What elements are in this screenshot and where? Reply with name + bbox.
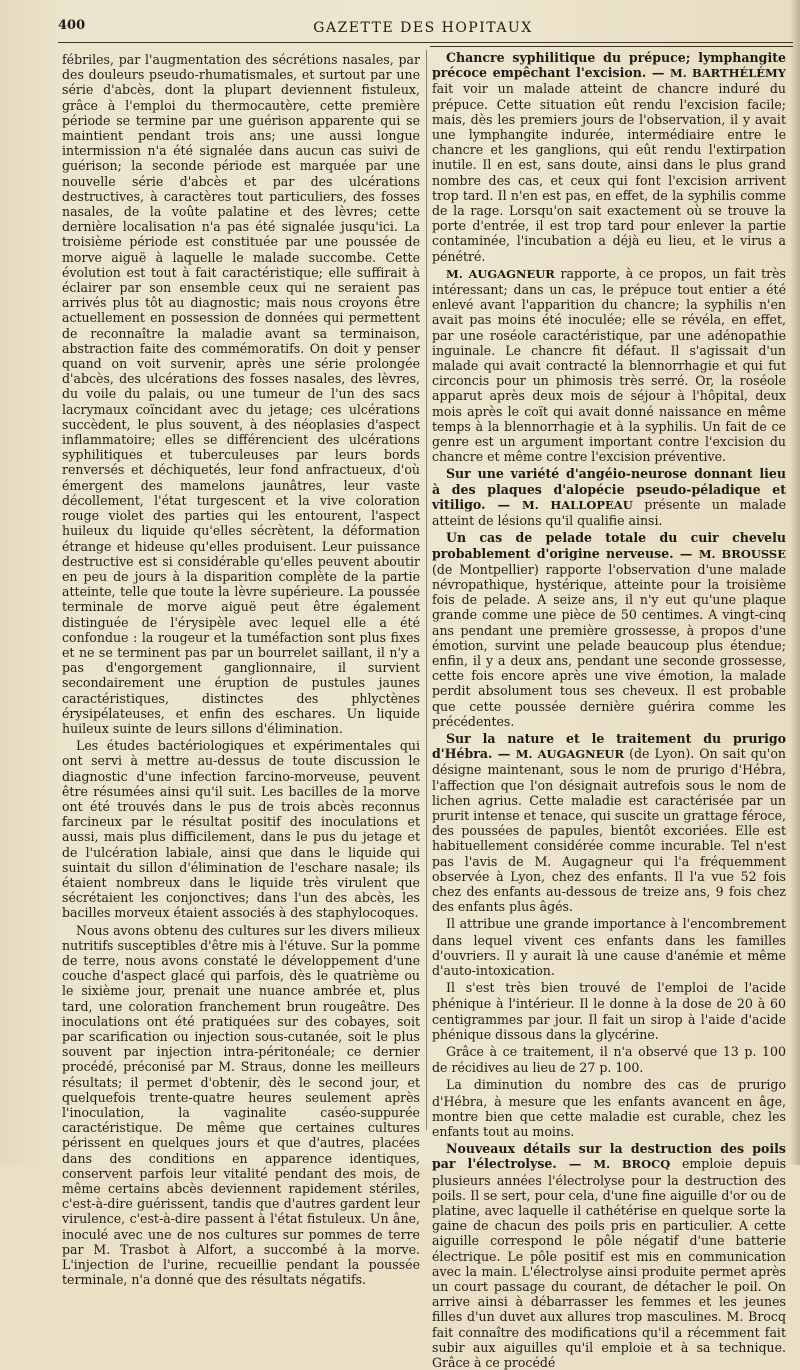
article-entry <box>432 266 786 465</box>
article-text: Il s'est très bien trouvé de l'emploi de l'acide phénique à l'intérieur. Il le donne à la dose de 20 à 60 centigrammes par jour. Il fait un sirop à l'aide d'acide phénique dissous dans la glycérine. <box>432 980 786 1042</box>
article-author: M. BROUSSE <box>698 546 786 561</box>
article-author: M. AUGAGNEUR <box>515 747 624 762</box>
header-rule-right <box>430 46 793 47</box>
article-entry <box>432 1077 786 1139</box>
article-entry <box>432 1044 786 1075</box>
article-text: (de Lyon). On sait qu'on désigne maintenant, sous le nom de prurigo d'Hébra, l'affection que l'on désignait autrefois sous le nom de lichen agrius. Cette maladie est caractérisée par un prurit intense et tenace, qui suscite un grattage féroce, des poussées de papules, bientôt excoriées. Elle est habituellement considérée comme incurable. Tel n'est pas l'avis de M. Augagneur qui l'a fréquemment observée à Lyon, chez des enfants. Il l'a vue 52 fois chez des enfants au-dessous de treize ans, 9 fois chez des enfants plus âgés. <box>432 746 786 915</box>
article-title: Chancre syphilitique du prépuce; lymphangite précoce empêchant l'excision. — <box>432 50 786 81</box>
article-text: (de Montpellier) rapporte l'observation d'une malade névropathique, hystérique, atteinte pour la troisième fois de pelade. A seize ans, il n'y eut qu'une plaque grande comme une pièce de 50 centimes. A vingt-cinq ans pendant une première grossesse, à propos d'une émotion, survint une pelade beaucoup plus étendue; enfin, il y a deux ans, pendant une seconde grossesse, cette fois encore après une vive émotion, la malade perdit absolument tous ses cheveux. Il est probable que cette poussée dernière guérira comme les précédentes. <box>432 561 786 729</box>
column-divider <box>426 50 427 1130</box>
article-author: M. AUGAGNEUR <box>446 266 555 281</box>
article-text: Grâce à ce traitement, il n'a observé que 13 p. 100 de récidives au lieu de 27 p. 100. <box>432 1044 786 1076</box>
article-text: emploie depuis plusieurs années l'électrolyse pour la destruction des poils. Il se sert, pour cela, d'une fine aiguille d'or ou de platine, avec laquelle il cathétérise en quelque sorte la gaine de chacun des poils pris en particulier. A cette aiguille correspond le pôle négatif d'une batterie électrique. Le pôle positif est mis en communication avec la main. L'électrolyse ainsi produite permet après un court passage du courant, de détacher le poil. On arrive ainsi à débarrasser les femmes et les jeunes filles d'un duvet aux allures trop masculines. M. Brocq fait connaître des modifications qu'il a récemment fait subir aux aiguilles qu'il emploie et à sa technique. Grâce à ce procédé <box>432 1156 787 1370</box>
article-author: M. BROCQ <box>593 1157 671 1172</box>
header-rule <box>58 42 793 43</box>
page-header <box>58 14 788 40</box>
article-text: présente un malade atteint de lésions qu'il qualifie ainsi. <box>432 496 786 529</box>
paragraph: Les études bactériologiques et expérimentales qui ont servi à mettre au-dessus de toute discussion le diagnostic d'une infection farcino-morveuse, peuvent être résumées ainsi qu'il suit. Les bacilles de la morve ont été trouvés dans le pus de trois abcès reconnus farcineux par le résultat positif des inoculations et aussi, mais plus difficilement, dans le pus du jetage et de l'ulcération labiale, ainsi que dans le liquide qui suintait du sillon d'élimination de l'eschare nasale; ils étaient nombreux dans le liquide très virulent que sécrétaient les conjonctives; dans l'un des abcès, les bacilles morveux étaient associés à des staphylocoques. <box>62 738 420 921</box>
paragraph: fébriles, par l'augmentation des sécrétions nasales, par des douleurs pseudo-rhumatismales, et surtout par une série d'abcès, dont la plupart deviennent fistuleux, grâce à l'emploi du thermocautère, cette première période se termine par une guérison apparente qui se maintient pendant trois ans; une aussi longue intermission n'a été signalée dans aucun cas suivi de guérison; la seconde période est marquée par une nouvelle série d'abcès et par des ulcérations destructives, à caractères tout particuliers, des fosses nasales, de la voûte palatine et des lèvres; cette dernière localisation n'a pas été signalée jusqu'ici. La troisième période est constituée par une poussée de morve aiguë à laquelle le malade succombe. Cette évolution est tout à fait caractéristique; elle suffirait à éclairer par son ensemble ceux qui ne seraient pas arrivés plus tôt au diagnostic; mais nous croyons être actuellement en possession de données qui permettent de reconnaître la maladie avant sa terminaison, abstraction faite des commémoratifs. On doit y penser quand on voit survenir, après une série prolongée d'abcès, des ulcérations des fosses nasales, des lèvres, du voile du palais, ou une tumeur de l'un des sacs lacrymaux coïncidant avec du jetage; ces ulcérations succèdent, le plus souvent, à des néoplasies d'aspect inflammatoire; elles se différencient des ulcérations syphilitiques et tuberculeuses par leurs bords renversés et déchiquetés, leur fond anfractueux, d'où émergent des mamelons jaunâtres, leur vaste décollement, l'état turgescent et la vive coloration rouge violet des parties qui les entourent, l'aspect huileux du liquide qu'elles sécrètent, la déformation étrange et hideuse qu'elles produisent. Leur puissance destructive est si considérable qu'elles peuvent aboutir en peu de jours à la disparition complète de la partie atteinte, telle que toute la lèvre supérieure. La poussée terminale de morve aiguë peut être également distinguée de l'érysipèle avec lequel elle a été confondue : la rougeur et la tuméfaction sont plus fixes et ne se terminent pas par un bourrelet saillant, il n'y a pas d'engorgement ganglionnaire, il survient secondairement une éruption de pustules jaunes caractéristiques, distinctes des phlyctènes érysipélateuses, et enfin des eschares. Un liquide huileux suinte de leurs sillons d'élimination. <box>62 52 420 736</box>
article-entry <box>432 731 786 914</box>
right-column <box>432 50 787 1370</box>
page-edge-shadow <box>790 0 800 1165</box>
article-entry <box>432 50 786 264</box>
article-entry <box>432 466 786 528</box>
article-entry <box>432 530 786 729</box>
journal-title: GAZETTE DES HOPITAUX <box>313 20 533 36</box>
article-title: Un cas de pelade totale du cuir chevelu probablement d'origine nerveuse. — <box>432 530 786 561</box>
article-entry <box>432 916 786 978</box>
article-text: fait voir un malade atteint de chancre induré du prépuce. Cette situation eût rendu l'excision facile; mais, dès les premiers jours de l'observation, il y avait une lymphangite indurée, intermédiaire entre le chancre et les ganglions, qui eût rendu l'extirpation inutile. Il en est, sans doute, ainsi dans le plus grand nombre des cas, et ceux qui font l'excision arrivent trop tard. Il n'en est pas, en effet, de la syphilis comme de la rage. Lorsqu'on sait exactement où se trouve la porte d'entrée, il est trop tard pour enlever la partie contaminée, l'incubation a déjà eu lieu, et le virus a pénétré. <box>432 81 786 264</box>
article-text: rapporte, à ce propos, un fait très intéressant; dans un cas, le prépuce tout entier a été enlevé avant l'apparition du chancre; la syphilis n'en avait pas moins été inoculée; elle se révéla, en effet, par une roséole caractéristique, par une adénopathie inguinale. Le chancre fit défaut. Il s'agissait d'un malade qui avait contracté la blennorrhagie et qui fut circoncis pour un phimosis très serré. Or, la roséole apparut après deux mois de séjour à l'hôpital, deux mois après le coït qui avait donné naissance en même temps à la blennorrhagie et à la syphilis. Un fait de ce genre est un argument important contre l'excision du chancre et même contre l'excision préventive. <box>432 265 786 465</box>
page-number: 400 <box>58 18 86 33</box>
article-entry <box>432 980 786 1042</box>
article-text: Il attribue une grande importance à l'encombrement dans lequel vivent ces enfants dans les familles d'ouvriers. Il y aurait là une cause d'anémie et même d'auto-intoxication. <box>432 916 786 978</box>
article-title: Sur une variété d'angéio-neurose donnant lieu à des plaques d'alopécie pseudo-péladique et vitiligo. — <box>432 466 786 512</box>
article-title: Nouveaux détails sur la destruction des poils par l'électrolyse. — <box>432 1141 786 1172</box>
article-entry <box>432 1141 786 1370</box>
article-text: La diminution du nombre des cas de prurigo d'Hébra, à mesure que les enfants avancent en âge, montre bien que cette maladie est curable, chez les enfants tout au moins. <box>432 1077 786 1140</box>
paragraph: Nous avons obtenu des cultures sur les divers milieux nutritifs susceptibles d'être mis à l'étuve. Sur la pomme de terre, nous avons constaté le développement d'une couche d'aspect glacé qui parfois, dès le quatrième ou le sixième jour, prenait une nuance ambrée et, plus tard, une coloration franchement brun rougeâtre. Des inoculations ont été pratiquées sur des cobayes, soit par scarification ou injection sous-cutanée, soit le plus souvent par injection intra-péritonéale; ce dernier procédé, préconisé par M. Straus, donne les meilleurs résultats; il permet d'obtenir, dès le second jour, et quelquefois trente-quatre heures seulement après l'inoculation, la vaginalite caséo-suppurée caractéristique. De même que certaines cultures périssent en quelques jours et que d'autres, placées dans des conditions en apparence identiques, conservent parfois leur vitalité pendant des mois, de même certains abcès deviennent rapidement stériles, c'est-à-dire guérissent, tandis que d'autres gardent leur virulence, c'est-à-dire passent à l'état fistuleux. Un âne, inoculé avec une de nos cultures sur pommes de terre par M. Trasbot à Alfort, a succombé à la morve. L'injection de l'urine, recueillie pendant la poussée terminale, n'a donné que des résultats négatifs. <box>62 922 420 1288</box>
article-author: M. HALLOPEAU <box>522 497 633 512</box>
article-title: Sur la nature et le traitement du prurigo d'Hébra. — <box>432 730 786 762</box>
article-author: M. BARTHÉLÉMY <box>670 66 786 81</box>
left-column <box>62 52 420 1288</box>
